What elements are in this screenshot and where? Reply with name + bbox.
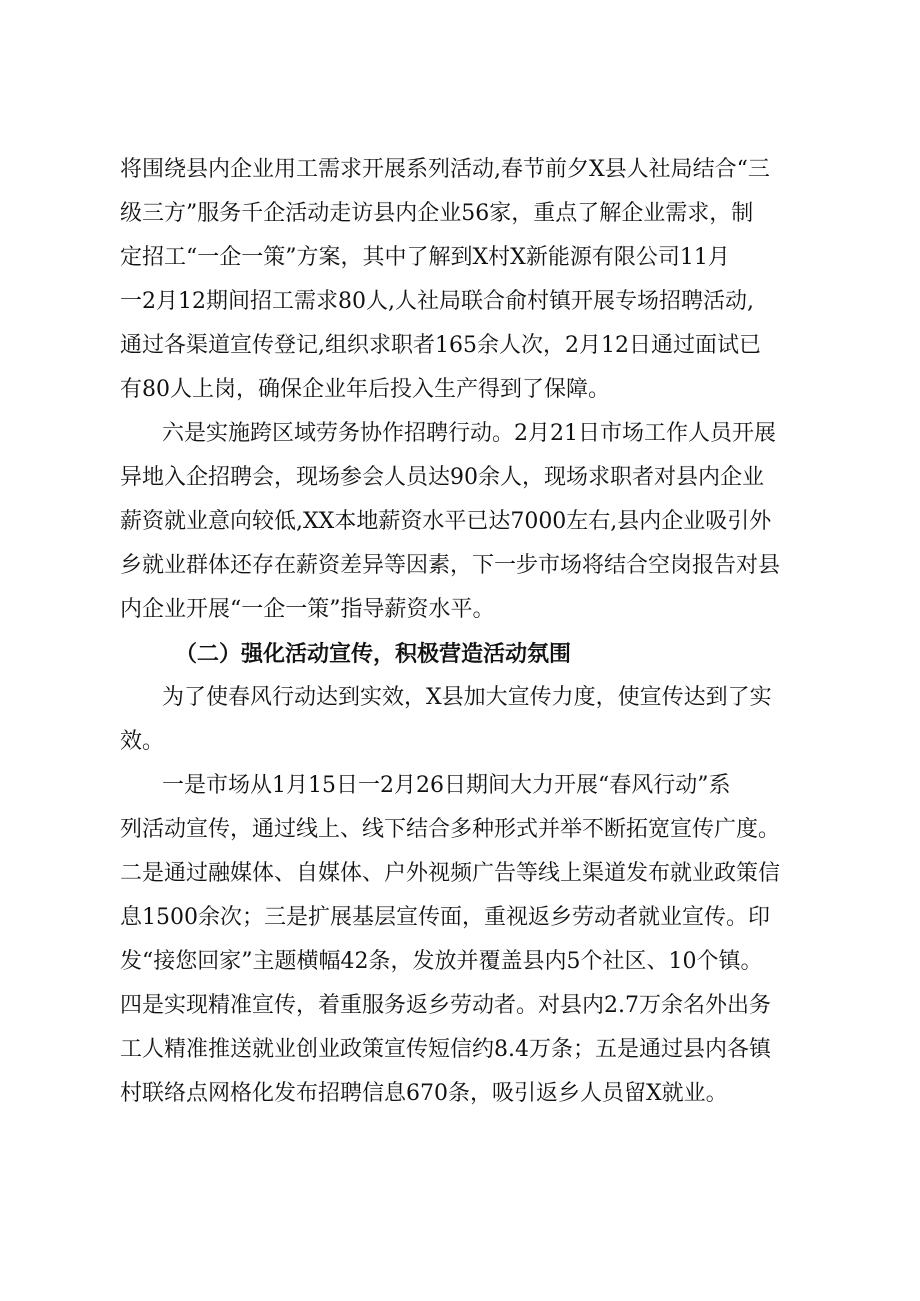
paragraph-line: 为了使春风行动达到实效，X县加大宣传力度，使宣传达到了实 — [162, 685, 772, 710]
paragraph-line: 息1500余次；三是扩展基层宣传面，重视返乡劳动者就业宣传。印 — [120, 905, 770, 930]
document-body — [120, 148, 820, 1116]
paragraph-line: 定招工“一企一策”方案，其中了解到X村X新能源有限公司11月 — [120, 245, 730, 270]
paragraph-line: 薪资就业意向较低,XX本地薪资水平已达7000左右,县内企业吸引外 — [120, 509, 772, 534]
paragraph-line: 效。 — [120, 729, 165, 754]
paragraph-line: 工人精准推送就业创业政策宣传短信约8.4万条；五是通过县内各镇 — [120, 1037, 771, 1062]
paragraph-line: 通过各渠道宣传登记,组织求职者165余人次，2月12日通过面试已 — [120, 333, 761, 358]
paragraph-line: 级三方”服务千企活动走访县内企业56家，重点了解企业需求，制 — [120, 201, 754, 226]
paragraph-line: 有80人上岗，确保企业年后投入生产得到了保障。 — [120, 377, 610, 402]
paragraph-line: 乡就业群体还存在薪资差异等因素，下一步市场将结合空岗报告对县 — [120, 553, 781, 578]
paragraph-line: 列活动宣传，通过线上、线下结合多种形式并举不断拓宽宣传广度。 — [120, 817, 781, 842]
section-heading: （二）强化活动宣传，积极营造活动氛围 — [175, 641, 572, 667]
paragraph-line: 发“接您回家”主题横幅42条，发放并覆盖县内5个社区、10个镇。 — [120, 949, 763, 974]
paragraph-line: 内企业开展“一企一策”指导薪资水平。 — [120, 597, 495, 622]
paragraph-line: 二是通过融媒体、自媒体、户外视频广告等线上渠道发布就业政策信 — [120, 861, 781, 886]
paragraph-line: 六是实施跨区域劳务协作招聘行动。2月21日市场工作人员开展 — [162, 421, 776, 446]
paragraph-line: 四是实现精准宣传，着重服务返乡劳动者。对县内2.7万余名外出务 — [120, 993, 771, 1018]
paragraph-line: 村联络点网格化发布招聘信息670条，吸引返乡人员留X就业。 — [120, 1081, 728, 1106]
paragraph-line: 一2月12期间招工需求80人,人社局联合俞村镇开展专场招聘活动, — [120, 289, 754, 314]
paragraph-line: 一是市场从1月15日一2月26日期间大力开展“春风行动”系 — [162, 773, 731, 798]
paragraph-line: 异地入企招聘会，现场参会人员达90余人，现场求职者对县内企业 — [120, 465, 764, 490]
paragraph-line: 将围绕县内企业用工需求开展系列活动,春节前夕X县人社局结合“三 — [120, 157, 770, 182]
